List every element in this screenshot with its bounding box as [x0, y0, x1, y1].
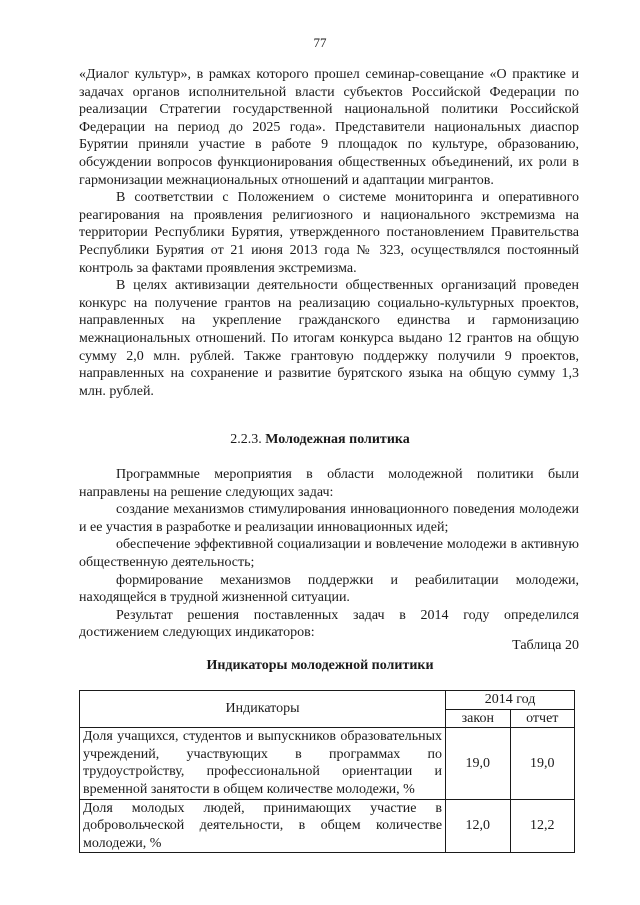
list-item: создание механизмов стимулирования инновационного поведения молодежи и ее участия в разработке и реализации инновационных идей;: [79, 502, 579, 535]
page-number: 77: [313, 35, 327, 50]
paragraph: Программные мероприятия в области молодежной политики были направлены на решение следующих задач:: [79, 467, 579, 500]
report-value: 19,0: [510, 728, 574, 799]
body-text-lower: [79, 466, 579, 642]
section-number: 2.2.3.: [230, 432, 262, 447]
header-year: 2014 год: [446, 691, 575, 710]
header-report: отчет: [510, 709, 574, 728]
table-row: [80, 799, 575, 853]
paragraph: «Диалог культур», в рамках которого прошел семинар-совещание «О практике и задачах органов исполнительной власти субъектов Российской Федерации по реализации Стратегии государственной национальной политики Российской Федерации на период до 2025 года». Представители национальных диаспор Бурятии приняли участие в работе 9 площадок по культуре, образованию, обсуждении вопросов функционирования общественных объединений, их роли в гармонизации межнациональных отношений и адаптации мигрантов.: [79, 67, 579, 188]
report-value: 12,2: [510, 799, 574, 853]
indicator-cell: Доля молодых людей, принимающих участие в добровольческой деятельности, в общем количестве молодежи, %: [80, 799, 446, 853]
paragraph: Результат решения поставленных задач в 2014 году определился достижением следующих индикаторов:: [79, 607, 579, 641]
law-value: 12,0: [446, 799, 510, 853]
table-caption: Таблица 20: [512, 638, 579, 653]
table-header-row: [80, 691, 575, 710]
table-row: [80, 728, 575, 799]
list-item: обеспечение эффективной социализации и вовлечение молодежи в активную общественную деятельность;: [79, 537, 579, 570]
paragraph: В соответствии с Положением о системе мониторинга и оперативного реагирования на проявления религиозного и национального экстремизма на территории Республики Бурятия, утвержденного постановлением Правительства Республики Бурятия от 21 июня 2013 года № 323, осуществлялся постоянный контроль за фактами проявления экстремизма.: [79, 190, 579, 276]
section-heading: [0, 432, 640, 448]
paragraph: В целях активизации деятельности общественных организаций проведен конкурс на получение грантов на реализацию социально-культурных проектов, направленных на укрепление гражданского единства и гармонизацию межнациональных отношений. По итогам конкурса выдано 12 грантов на общую сумму 2,0 млн. рублей. Также грантовую поддержку получили 9 проектов, направленных на сохранение и развитие бурятского языка на общую сумму 1,3 млн. рублей.: [79, 278, 579, 399]
indicators-table: [79, 690, 575, 853]
body-text-upper: [79, 66, 579, 400]
indicator-cell: Доля учащихся, студентов и выпускников образовательных учреждений, участвующих в программах по трудоустройству, профессиональной ориентации и временной занятости в общем количестве молодежи, %: [80, 728, 446, 799]
header-indicators: Индикаторы: [80, 691, 446, 728]
list-item: формирование механизмов поддержки и реабилитации молодежи, находящейся в трудной жизненной ситуации.: [79, 572, 579, 606]
table-title: Индикаторы молодежной политики: [206, 658, 434, 673]
section-title: Молодежная политика: [265, 432, 410, 447]
header-law: закон: [446, 709, 510, 728]
law-value: 19,0: [446, 728, 510, 799]
